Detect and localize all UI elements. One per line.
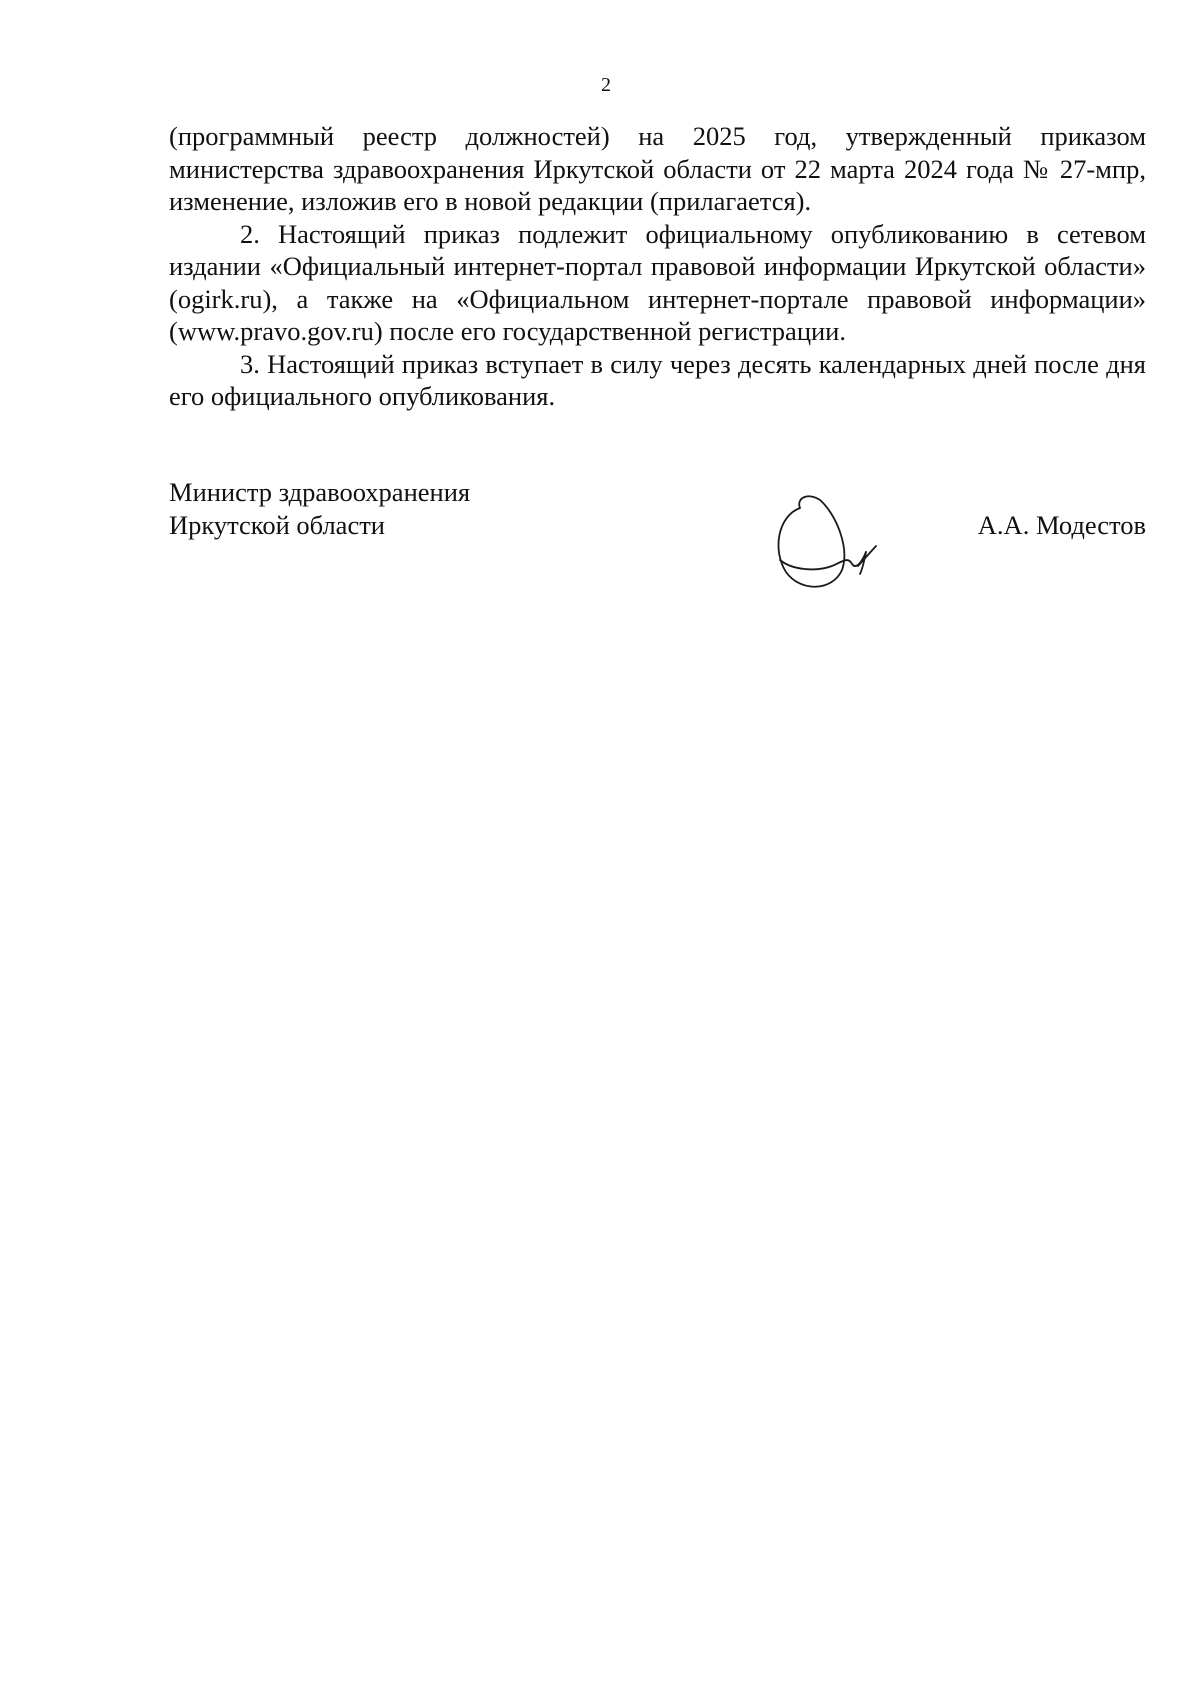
- signer-title: [169, 476, 470, 541]
- signer-title-line-1: Министр здравоохранения: [169, 477, 471, 507]
- paragraph-item-3: 3. Настоящий приказ вступает в силу через десять календарных дней после дня его официального опубликования.: [169, 348, 1146, 411]
- signer-name: А.А. Модестов: [977, 510, 1146, 540]
- signer-title-line-2: Иркутской области: [169, 509, 385, 540]
- document-body: [169, 120, 1146, 413]
- handwritten-signature: [770, 488, 890, 598]
- paragraph-continuation: (программный реестр должностей) на 2025 год, утвержденный приказом министерства здравоохранения Иркутской области от 22 марта 2024 года № 27-мпр, изменение, изложив его в новой редакции (прилагается).: [169, 121, 1146, 216]
- paragraph-item-2: 2. Настоящий приказ подлежит официальному опубликованию в сетевом издании «Официальный интернет-портал правовой информации Иркутской области» (ogirk.ru), а также на «Официальном интернет-портале правовой информации» (www.pravo.gov.ru) после его государственной регистрации.: [169, 218, 1146, 346]
- page-number: 2: [601, 74, 611, 96]
